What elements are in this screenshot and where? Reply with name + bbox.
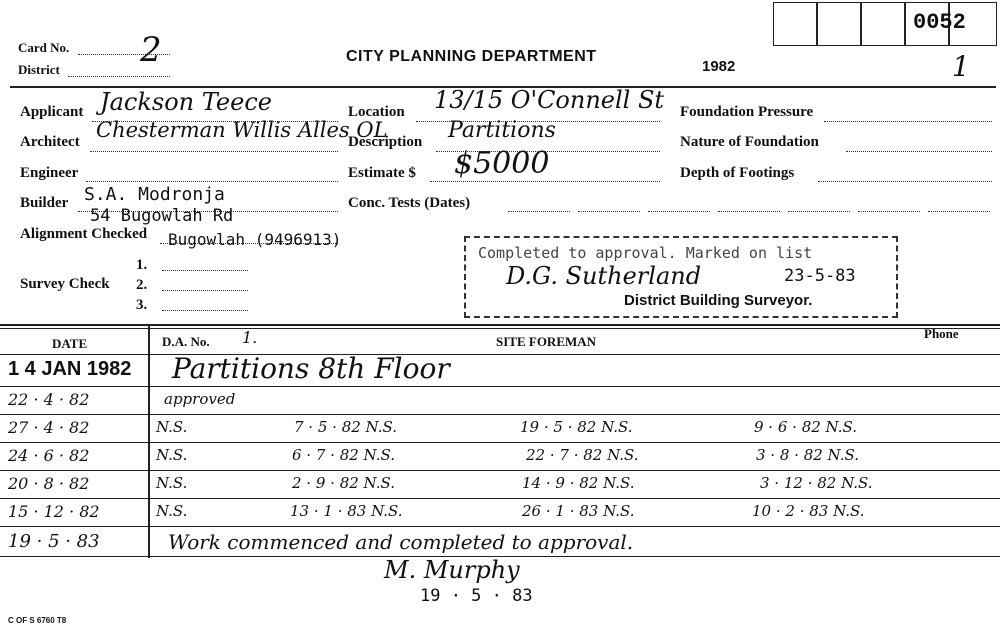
log-row-entry: 3 · 8 · 82 N.S.: [756, 446, 859, 464]
log-row-line: [0, 526, 1000, 527]
log-row-entry: approved: [164, 390, 236, 408]
log-row-line: [0, 442, 1000, 443]
log-row-entry: 2 · 9 · 82 N.S.: [292, 474, 395, 492]
location-value: 13/15 O'Connell St: [434, 86, 665, 114]
foundation-pressure-label: Foundation Pressure: [680, 104, 814, 120]
log-row-entry: 3 · 12 · 82 N.S.: [760, 474, 873, 492]
nature-foundation-label: Nature of Foundation: [680, 134, 819, 150]
card-number-grid: [773, 2, 999, 46]
description-value: Partitions: [448, 118, 556, 143]
log-row-date: 1 4 JAN 1982: [8, 358, 132, 380]
log-row-entry: 22 · 7 · 82 N.S.: [526, 446, 639, 464]
log-row-entry: N.S.: [156, 446, 188, 464]
log-row-line: [0, 414, 1000, 415]
log-row-line: [0, 386, 1000, 387]
grid-box: [861, 2, 905, 46]
applicant-value: Jackson Teece: [100, 88, 272, 116]
alignment-label: Alignment Checked: [20, 226, 148, 242]
engineer-line: [86, 181, 338, 182]
conc-tests-line-4: [718, 211, 780, 212]
da-no-value: 1.: [242, 328, 258, 347]
approval-stamp: [464, 236, 898, 318]
survey-item-2: 2.: [136, 277, 148, 293]
conc-tests-line-1: [508, 211, 570, 212]
estimate-value: $5000: [454, 146, 550, 181]
district-line: [68, 76, 170, 77]
applicant-label: Applicant: [20, 104, 84, 120]
builder-address-line1: 54 Bugowlah Rd: [90, 206, 234, 226]
survey-line-2: [162, 290, 248, 291]
log-row-entry: Work commenced and completed to approval.: [168, 530, 634, 554]
foreman-date: 19 · 5 · 83: [420, 586, 533, 606]
grid-box: [817, 2, 861, 46]
survey-check-label: Survey Check: [20, 276, 110, 292]
log-row-date: 15 · 12 · 82: [8, 502, 100, 521]
log-row-date: 27 · 4 · 82: [8, 418, 90, 437]
builder-address-line2: Bugowlah (9496913): [168, 230, 342, 249]
log-row-date: 19 · 5 · 83: [8, 531, 100, 552]
log-top-rule: [0, 324, 1000, 326]
log-row-entry: 6 · 7 · 82 N.S.: [292, 446, 395, 464]
stamp-signature: D.G. Sutherland: [506, 262, 702, 290]
year-suffix: 1: [952, 50, 970, 83]
da-no-label: D.A. No.: [162, 334, 210, 349]
site-foreman-header: SITE FOREMAN: [496, 334, 597, 349]
stamp-date: 23-5-83: [784, 266, 856, 286]
log-row-entry: N.S.: [156, 418, 188, 436]
conc-tests-line-5: [788, 211, 850, 212]
survey-item-3: 3.: [136, 297, 148, 313]
log-header-rule: [0, 354, 1000, 355]
survey-line-1: [162, 270, 248, 271]
log-row-line: [0, 470, 1000, 471]
card-number: 0052: [913, 10, 966, 35]
log-row-entry: 9 · 6 · 82 N.S.: [754, 418, 857, 436]
conc-tests-line-3: [648, 211, 710, 212]
conc-tests-label: Conc. Tests (Dates): [348, 195, 471, 211]
survey-line-3: [162, 310, 248, 311]
log-row-entry: N.S.: [156, 502, 188, 520]
stamp-title: District Building Surveyor.: [624, 292, 813, 309]
depth-footings-label: Depth of Footings: [680, 165, 795, 181]
log-row-entry: 10 · 2 · 83 N.S.: [752, 502, 865, 520]
log-row-entry: Partitions 8th Floor: [172, 352, 450, 385]
form-code: C OF S 6760 T8: [8, 616, 67, 625]
date-header: DATE: [52, 336, 88, 351]
stamp-line-1: Completed to approval. Marked on list: [478, 244, 813, 262]
grid-box: [773, 2, 817, 46]
log-row-entry: 19 · 5 · 82 N.S.: [520, 418, 633, 436]
log-row-date: 22 · 4 · 82: [8, 390, 90, 409]
foundation-pressure-line: [824, 121, 992, 122]
log-row-entry: 26 · 1 · 83 N.S.: [522, 502, 635, 520]
conc-tests-line-7: [928, 211, 990, 212]
conc-tests-line-2: [578, 211, 640, 212]
builder-label: Builder: [20, 195, 69, 211]
phone-header: Phone: [924, 326, 959, 341]
depth-footings-line: [818, 181, 992, 182]
builder-value: S.A. Modronja: [84, 184, 225, 205]
description-label: Description: [348, 134, 423, 150]
department-title: CITY PLANNING DEPARTMENT: [346, 48, 597, 65]
log-row-date: 20 · 8 · 82: [8, 474, 90, 493]
architect-line: [90, 151, 338, 152]
log-row-entry: 7 · 5 · 82 N.S.: [294, 418, 397, 436]
architect-value: Chesterman Willis Alles OL: [96, 118, 388, 142]
log-row-entry: 13 · 1 · 83 N.S.: [290, 502, 403, 520]
log-row-line: [0, 498, 1000, 499]
engineer-label: Engineer: [20, 165, 79, 181]
estimate-label: Estimate $: [348, 165, 416, 181]
card-no-value: 2: [140, 30, 162, 70]
card-no-label: Card No.: [18, 40, 70, 55]
log-row-entry: 14 · 9 · 82 N.S.: [522, 474, 635, 492]
year: 1982: [702, 58, 736, 75]
log-top-rule-2: [0, 328, 1000, 329]
estimate-line: [430, 181, 660, 182]
foreman-signature: M. Murphy: [384, 556, 520, 584]
architect-label: Architect: [20, 134, 80, 150]
log-row-date: 24 · 6 · 82: [8, 446, 90, 465]
conc-tests-line-6: [858, 211, 920, 212]
location-label: Location: [348, 104, 405, 120]
log-row-entry: N.S.: [156, 474, 188, 492]
survey-item-1: 1.: [136, 257, 148, 273]
district-label: District: [18, 62, 60, 77]
nature-foundation-line: [846, 151, 992, 152]
